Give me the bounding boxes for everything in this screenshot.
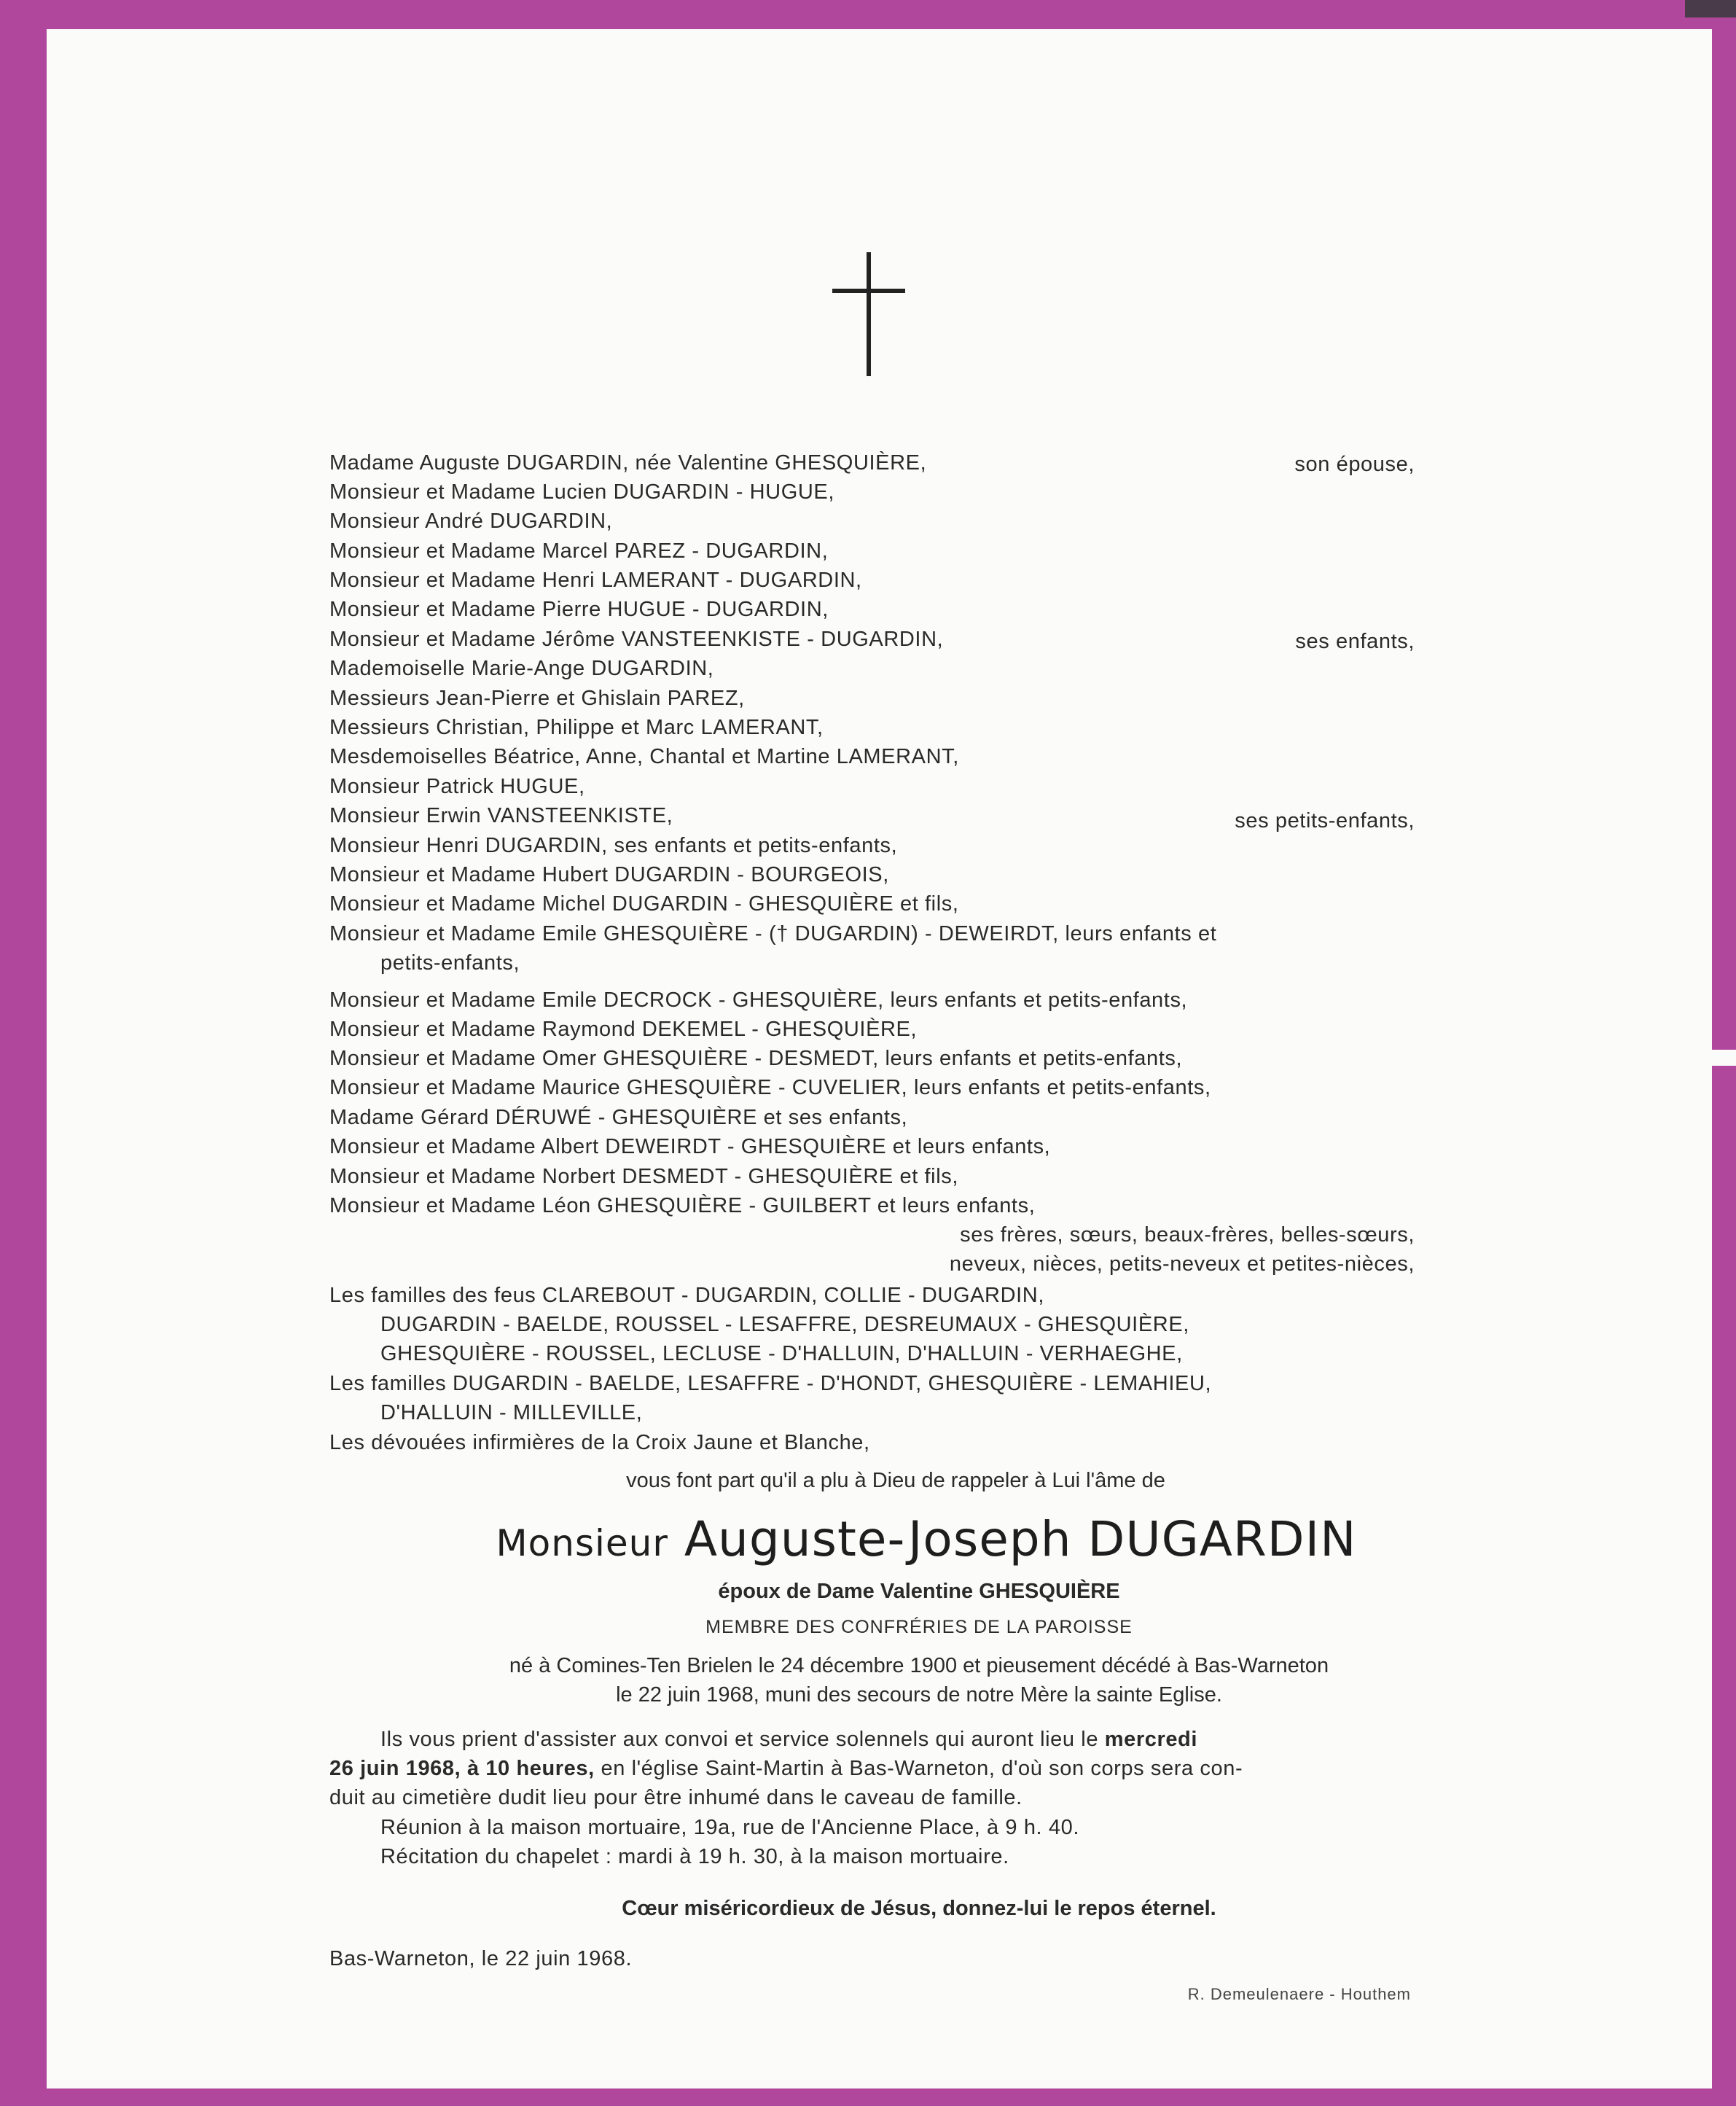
relative-line: Monsieur et Madame Henri LAMERANT - DUGARDIN, xyxy=(329,569,862,592)
relative-line: neveux, nièces, petits-neveux et petites-nièces, xyxy=(949,1252,1415,1276)
relative-line: Monsieur et Madame Hubert DUGARDIN - BOURGEOIS, xyxy=(329,863,889,886)
relative-line: Messieurs Christian, Philippe et Marc LAMERANT, xyxy=(329,716,824,739)
relative-line: Monsieur André DUGARDIN, xyxy=(329,510,613,533)
rosary-line: Récitation du chapelet : mardi à 19 h. 30, à la maison mortuaire. xyxy=(380,1845,1009,1868)
deceased-title: Monsieur xyxy=(496,1522,668,1564)
relative-line: petits-enfants, xyxy=(380,951,520,975)
dateline: Bas-Warneton, le 22 juin 1968. xyxy=(329,1947,633,1970)
service-line-3: duit au cimetière dudit lieu pour être inhumé dans le caveau de famille. xyxy=(329,1786,1023,1809)
relative-line: Monsieur et Madame Jérôme VANSTEENKISTE - DUGARDIN, xyxy=(329,628,944,651)
relative-line: Monsieur et Madame Raymond DEKEMEL - GHESQUIÈRE, xyxy=(329,1018,918,1041)
relative-line: Monsieur et Madame Lucien DUGARDIN - HUGUE, xyxy=(329,480,834,504)
membership-line: MEMBRE DES CONFRÉRIES DE LA PAROISSE xyxy=(705,1617,1133,1637)
relative-line: Monsieur et Madame Emile DECROCK - GHESQUIÈRE, leurs enfants et petits-enfants, xyxy=(329,988,1188,1012)
relative-line: ses frères, sœurs, beaux-frères, belles-sœurs, xyxy=(960,1223,1415,1247)
relative-line: Les familles des feus CLAREBOUT - DUGARDIN, COLLIE - DUGARDIN, xyxy=(329,1284,1045,1307)
relation-grandchildren: ses petits-enfants, xyxy=(1235,809,1415,832)
service-datetime: 26 juin 1968, à 10 heures, xyxy=(329,1757,595,1780)
dark-corner-strip xyxy=(1685,0,1736,17)
relative-line: Les familles DUGARDIN - BAELDE, LESAFFRE - D'HONDT, GHESQUIÈRE - LEMAHIEU, xyxy=(329,1372,1212,1395)
relative-line: Madame Auguste DUGARDIN, née Valentine GHESQUIÈRE, xyxy=(329,451,927,475)
relative-line: Messieurs Jean-Pierre et Ghislain PAREZ, xyxy=(329,687,745,710)
meeting-line: Réunion à la maison mortuaire, 19a, rue de l'Ancienne Place, à 9 h. 40. xyxy=(380,1816,1079,1839)
death-date-line: le 22 juin 1968, muni des secours de notre Mère la sainte Eglise. xyxy=(616,1683,1222,1707)
relative-line: Monsieur et Madame Léon GHESQUIÈRE - GUILBERT et leurs enfants, xyxy=(329,1194,1036,1217)
relative-line: Monsieur et Madame Maurice GHESQUIÈRE - CUVELIER, leurs enfants et petits-enfants, xyxy=(329,1076,1211,1099)
printer-credit: R. Demeulenaere - Houthem xyxy=(1187,1985,1411,2003)
relative-line: Monsieur et Madame Michel DUGARDIN - GHESQUIÈRE et fils, xyxy=(329,892,959,916)
prayer-line: Cœur miséricordieux de Jésus, donnez-lui le repos éternel. xyxy=(622,1897,1216,1920)
relative-line: Monsieur Erwin VANSTEENKISTE, xyxy=(329,804,673,827)
deceased-name-block xyxy=(0,1510,1736,1572)
relative-line: Monsieur et Madame Emile GHESQUIÈRE - († DUGARDIN) - DEWEIRDT, leurs enfants et xyxy=(329,922,1217,945)
relative-line: D'HALLUIN - MILLEVILLE, xyxy=(380,1401,643,1424)
service-line-1 xyxy=(380,1725,1197,1754)
relative-line: Monsieur et Madame Pierre HUGUE - DUGARDIN, xyxy=(329,598,829,621)
deceased-name: Auguste-Joseph DUGARDIN xyxy=(684,1511,1357,1567)
spouse-line: époux de Dame Valentine GHESQUIÈRE xyxy=(718,1580,1120,1603)
relative-line: GHESQUIÈRE - ROUSSEL, LECLUSE - D'HALLUIN, D'HALLUIN - VERHAEGHE, xyxy=(380,1342,1183,1365)
birth-death-line: né à Comines-Ten Brielen le 24 décembre 1900 et pieusement décédé à Bas-Warneton xyxy=(509,1654,1329,1677)
service-text: en l'église Saint-Martin à Bas-Warneton, d'où son corps sera con- xyxy=(594,1757,1243,1780)
relative-line: Monsieur et Madame Norbert DESMEDT - GHESQUIÈRE et fils, xyxy=(329,1165,959,1188)
relative-line: Monsieur et Madame Marcel PAREZ - DUGARDIN, xyxy=(329,539,829,563)
relative-line: Mesdemoiselles Béatrice, Anne, Chantal et Martine LAMERANT, xyxy=(329,745,959,768)
relative-line: Monsieur Patrick HUGUE, xyxy=(329,775,585,798)
relative-line: Mademoiselle Marie-Ange DUGARDIN, xyxy=(329,657,714,680)
service-line-2 xyxy=(329,1754,1243,1783)
relation-spouse: son épouse, xyxy=(1294,453,1415,476)
service-text: Ils vous prient d'assister aux convoi et service solennels qui auront lieu le xyxy=(380,1728,1105,1751)
relative-line: Monsieur Henri DUGARDIN, ses enfants et petits-enfants, xyxy=(329,834,898,857)
relation-children: ses enfants, xyxy=(1295,630,1415,653)
relative-line: Monsieur et Madame Omer GHESQUIÈRE - DESMEDT, leurs enfants et petits-enfants, xyxy=(329,1047,1183,1070)
relative-line: Les dévouées infirmières de la Croix Jaune et Blanche, xyxy=(329,1431,870,1454)
relative-line: Madame Gérard DÉRUWÉ - GHESQUIÈRE et ses enfants, xyxy=(329,1106,908,1129)
relative-line: Monsieur et Madame Albert DEWEIRDT - GHESQUIÈRE et leurs enfants, xyxy=(329,1135,1051,1158)
relative-line: DUGARDIN - BAELDE, ROUSSEL - LESAFFRE, DESREUMAUX - GHESQUIÈRE, xyxy=(380,1313,1189,1336)
service-day: mercredi xyxy=(1104,1728,1198,1751)
announcement-line: vous font part qu'il a plu à Dieu de rappeler à Lui l'âme de xyxy=(626,1469,1165,1492)
paper-fold xyxy=(1667,1050,1736,1066)
cross-icon xyxy=(832,252,905,376)
